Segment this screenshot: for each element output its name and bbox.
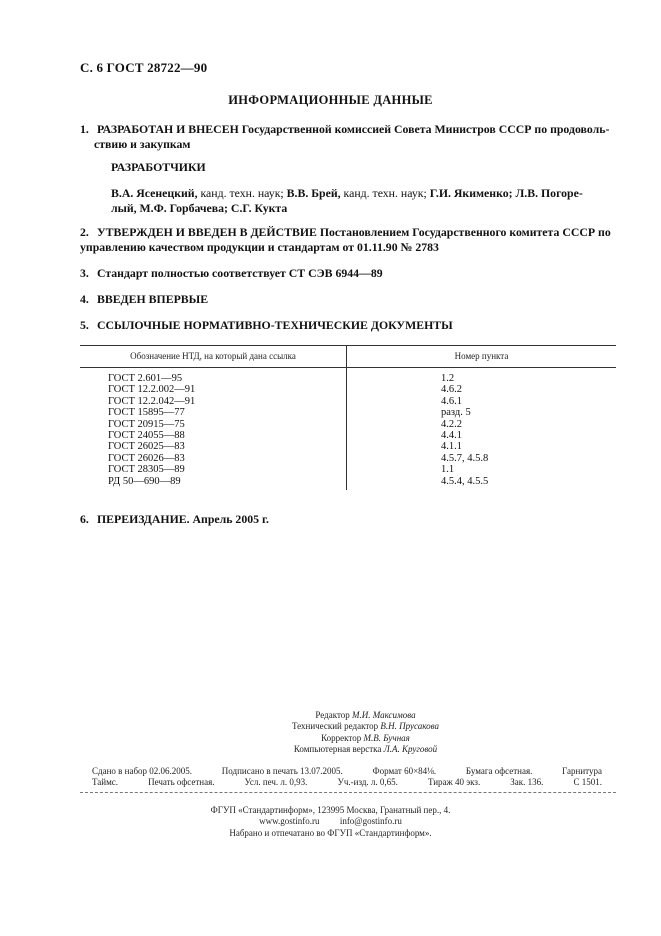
clause-number: 4.2.2	[441, 418, 462, 430]
document-designation: ГОСТ 12.2.042—91	[80, 396, 347, 407]
clause-number: 4.5.7, 4.5.8	[441, 452, 489, 464]
references-table	[80, 345, 616, 490]
developer-name: В.В. Брей,	[286, 186, 341, 200]
pub-field: Подписано в печать 13.07.2005.	[221, 766, 343, 776]
publisher-email: info@gostinfo.ru	[339, 816, 402, 827]
developer-names: Г.И. Якименко; Л.В. Погоре-	[429, 186, 583, 200]
table-body	[80, 368, 616, 491]
item-1-number: 1.	[80, 122, 89, 136]
publisher-contacts	[0, 816, 661, 827]
credit-person: М.В. Бучная	[363, 732, 410, 743]
pub-field: Уч.-изд. л. 0,65.	[337, 777, 398, 788]
document-designation: РД 50—690—89	[80, 476, 347, 490]
item-2	[80, 225, 625, 255]
table-row	[80, 441, 616, 452]
table-row	[80, 396, 616, 407]
credit-person: В.Н. Прусакова	[380, 721, 440, 732]
clause-number: 1.1	[441, 464, 455, 476]
item-2-lead: УТВЕРЖДЕН И ВВЕДЕН В ДЕЙСТВИЕ	[96, 225, 317, 239]
table-row	[80, 368, 616, 385]
editorial-credits	[0, 710, 661, 755]
table-row	[80, 407, 616, 418]
credit-role: Технический редактор	[291, 721, 381, 732]
pub-field: Бумага офсетная.	[465, 766, 533, 776]
item-1-text-cont: ствию и закупкам	[94, 137, 191, 151]
credit-role: Корректор	[321, 732, 364, 743]
document-designation: ГОСТ 12.2.002—91	[80, 384, 347, 395]
item-2-number: 2.	[80, 225, 89, 239]
item-1	[80, 122, 625, 152]
document-designation: ГОСТ 24055—88	[80, 430, 347, 441]
publisher-address: ФГУП «Стандартинформ», 123995 Москва, Гранатный пер., 4.	[210, 805, 451, 815]
column-header-clause: Номер пункта	[347, 346, 617, 368]
item-3-number: 3.	[80, 266, 89, 280]
printing-note: Набрано и отпечатано во ФГУП «Стандартинформ».	[229, 827, 432, 838]
credit-person: М.И. Максимова	[352, 710, 416, 720]
credit-person: Л.А. Круговой	[383, 743, 438, 754]
table-row	[80, 430, 616, 441]
section-title: ИНФОРМАЦИОННЫЕ ДАННЫЕ	[228, 93, 433, 107]
item-5-text: ССЫЛОЧНЫЕ НОРМАТИВНО-ТЕХНИЧЕСКИЕ ДОКУМЕНТЫ	[96, 318, 453, 332]
clause-number: 4.6.2	[441, 384, 462, 396]
developer-degree: канд. техн. наук;	[340, 186, 430, 200]
clause-number: 1.2	[441, 373, 455, 384]
document-designation: ГОСТ 2.601—95	[80, 368, 347, 385]
credit-role: Редактор	[315, 710, 353, 720]
item-1-lead: РАЗРАБОТАН И ВНЕСЕН	[96, 122, 239, 136]
developers-heading: РАЗРАБОТЧИКИ	[111, 160, 206, 174]
page-header: С. 6 ГОСТ 28722—90	[80, 60, 208, 75]
divider	[80, 792, 616, 793]
pub-field: Печать офсетная.	[148, 777, 215, 788]
item-6	[80, 512, 625, 527]
item-4-number: 4.	[80, 292, 89, 306]
clause-number: 4.6.1	[441, 395, 462, 407]
pub-field: Тираж 40 экз.	[427, 777, 481, 788]
item-5	[80, 318, 625, 333]
item-3	[80, 266, 625, 281]
pub-field: Гарнитура	[562, 766, 602, 776]
document-designation: ГОСТ 15895—77	[80, 407, 347, 418]
item-4-text: ВВЕДЕН ВПЕРВЫЕ	[96, 292, 209, 306]
developer-names-cont: лый, М.Ф. Горбачева; С.Г. Кукта	[111, 201, 288, 215]
item-6-lead: ПЕРЕИЗДАНИЕ.	[96, 512, 190, 526]
pub-field: Формат 60×84⅛.	[372, 766, 437, 776]
publisher-website: www.gostinfo.ru	[259, 816, 320, 827]
item-6-text: Апрель 2005 г.	[192, 512, 269, 526]
clause-number: разд. 5	[441, 407, 471, 419]
developers-list	[111, 186, 625, 216]
document-designation: ГОСТ 28305—89	[80, 464, 347, 475]
document-designation: ГОСТ 26026—83	[80, 453, 347, 464]
table-row	[80, 453, 616, 464]
clause-number: 4.4.1	[441, 430, 462, 442]
pub-field: С 1501.	[573, 777, 602, 788]
clause-number: 4.5.4, 4.5.5	[441, 475, 489, 487]
pub-field: Усл. печ. л. 0,93.	[244, 777, 308, 788]
item-3-text: Стандарт полностью соответствует СТ СЭВ 6944—89	[96, 266, 383, 280]
pub-field: Сдано в набор 02.06.2005.	[92, 766, 193, 776]
pub-field: Таймс.	[92, 777, 119, 788]
developer-degree: канд. техн. наук;	[197, 186, 287, 200]
developer-name: В.А. Ясенецкий,	[111, 186, 198, 200]
credit-role: Компьютерная верстка	[293, 743, 384, 754]
table-row	[80, 384, 616, 395]
document-designation: ГОСТ 20915—75	[80, 419, 347, 430]
item-6-number: 6.	[80, 512, 89, 526]
item-2-text: Постановлением Государственного комитета СССР по	[319, 225, 611, 239]
table-row	[80, 464, 616, 475]
item-1-text: Государственной комиссией Совета Министров СССР по продоволь-	[241, 122, 610, 136]
column-header-document: Обозначение НТД, на который дана ссылка	[80, 346, 347, 368]
table-row	[80, 476, 616, 490]
table-row	[80, 419, 616, 430]
publication-info	[92, 766, 602, 788]
document-designation: ГОСТ 26025—83	[80, 441, 347, 452]
item-4	[80, 292, 625, 307]
clause-number: 4.1.1	[441, 441, 462, 453]
pub-field: Зак. 136.	[510, 777, 544, 788]
item-2-text-cont: управлению качеством продукции и стандартам от 01.11.90 № 2783	[80, 240, 439, 254]
publication-info-row-1	[92, 766, 602, 777]
table-header-row	[80, 346, 616, 368]
item-5-number: 5.	[80, 318, 89, 332]
publisher-footer	[0, 805, 661, 839]
publication-info-row-2	[92, 777, 602, 788]
